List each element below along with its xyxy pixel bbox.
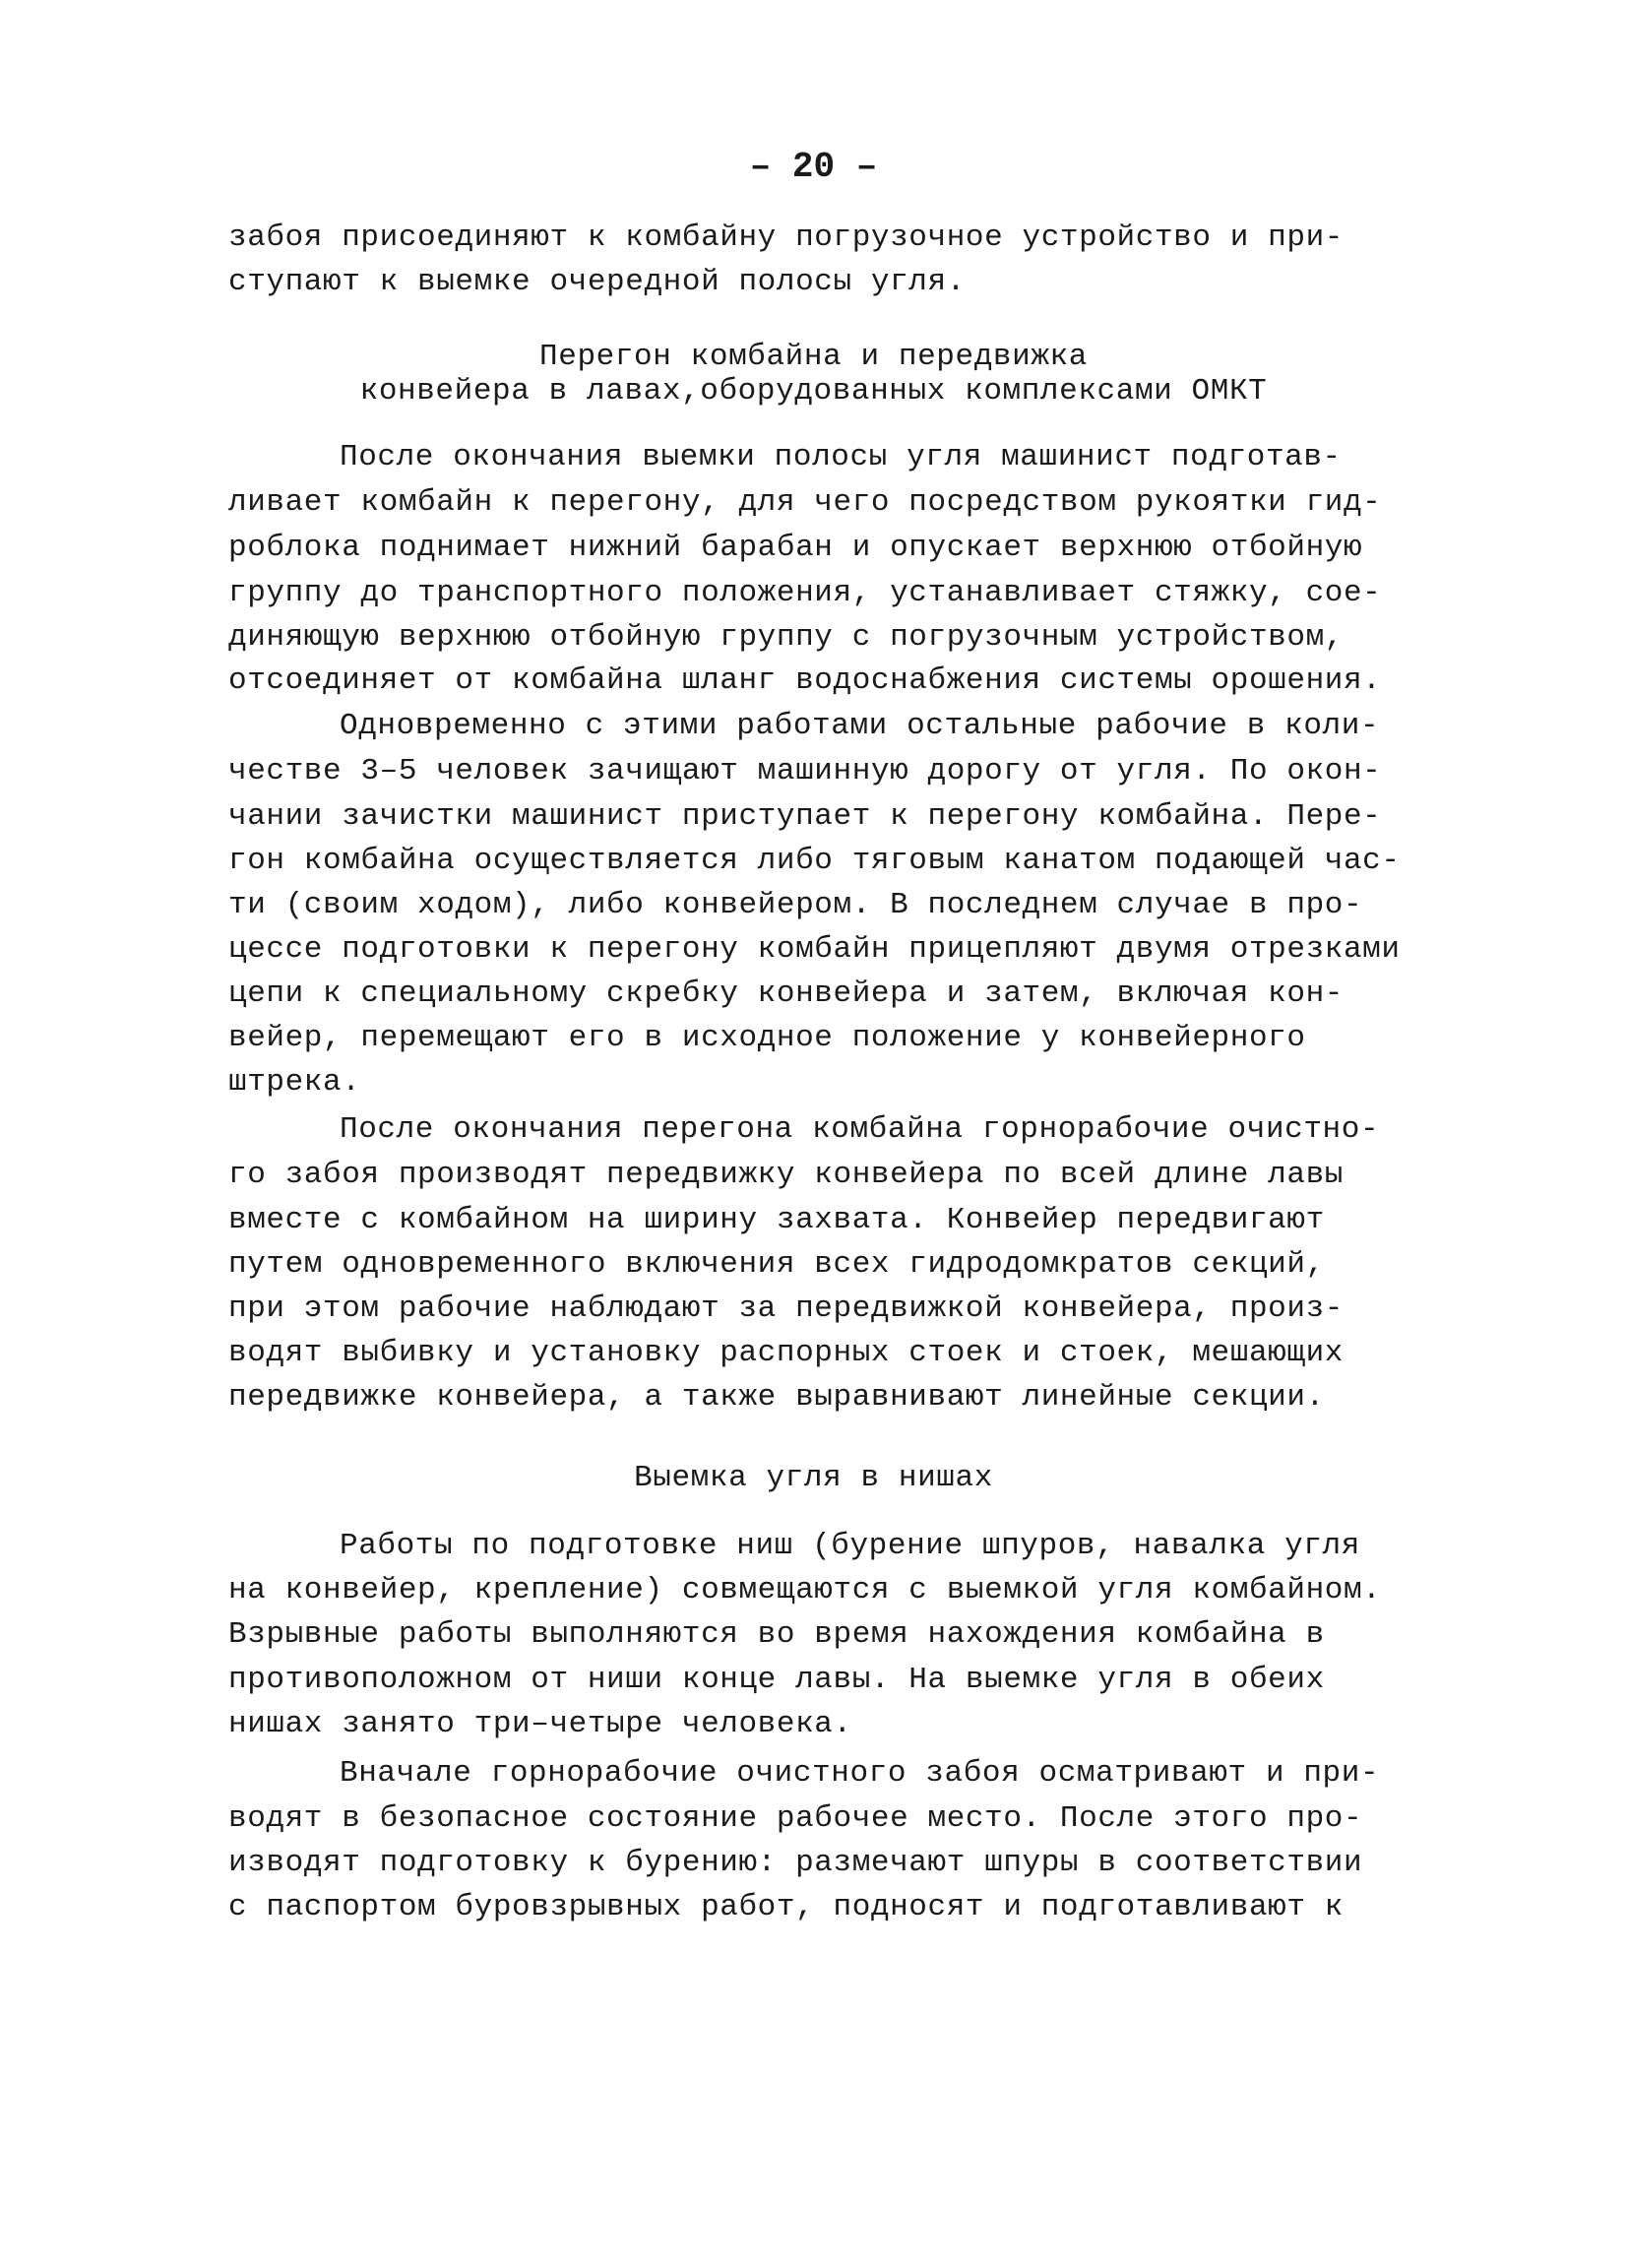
paragraph-line: ти (своим ходом), либо конвейером. В последнем случае в про- <box>228 888 1363 922</box>
paragraph-line: противоположном от ниши конце лавы. На выемке угля в обеих <box>228 1663 1325 1697</box>
paragraph-line: го забоя производят передвижку конвейера по всей длине лавы <box>228 1158 1344 1192</box>
paragraph-line: Вначале горнорабочие очистного забоя осматривают и при- <box>340 1756 1380 1791</box>
paragraph-line: ступают к выемке очередной полосы угля. <box>228 265 966 299</box>
section-heading-line: Перегон комбайна и передвижка <box>539 340 1088 374</box>
paragraph-line: диняющую верхнюю отбойную группу с погрузочным устройством, <box>228 620 1344 655</box>
paragraph-line: отсоединяет от комбайна шланг водоснабжения системы орошения. <box>228 663 1382 698</box>
paragraph-line: при этом рабочие наблюдают за передвижкой конвейера, произ- <box>228 1292 1344 1326</box>
paragraph-line: забоя присоединяют к комбайну погрузочное устройство и при- <box>228 220 1344 255</box>
paragraph-line: Работы по подготовке ниш (бурение шпуров, навалка угля <box>340 1529 1360 1563</box>
paragraph-line: вейер, перемещают его в исходное положение у конвейерного <box>228 1021 1306 1055</box>
section-heading-line: Выемка угля в нишах <box>634 1461 993 1495</box>
paragraph-line: на конвейер, крепление) совмещаются с выемкой угля комбайном. <box>228 1573 1382 1607</box>
paragraph-line: После окончания выемки полосы угля машинист подготав- <box>340 440 1342 474</box>
paragraph-line: штрека. <box>228 1065 361 1100</box>
paragraph-line: Взрывные работы выполняются во время нахождения комбайна в <box>228 1617 1325 1652</box>
paragraph-line: путем одновременного включения всех гидродомкратов секций, <box>228 1247 1325 1282</box>
paragraph-line: водят в безопасное состояние рабочее место. После этого про- <box>228 1801 1363 1836</box>
paragraph-line: вместе с комбайном на ширину захвата. Конвейер передвигают <box>228 1203 1325 1237</box>
paragraph-line: изводят подготовку к бурению: размечают шпуры в соответствии <box>228 1846 1363 1880</box>
paragraph-line: группу до транспортного положения, устанавливает стяжку, сое- <box>228 576 1382 610</box>
paragraph-line: цессе подготовки к перегону комбайн прицепляют двумя отрезками <box>228 932 1401 967</box>
paragraph-line: чании зачистки машинист приступает к перегону комбайна. Пере- <box>228 799 1382 834</box>
paragraph-line: нишах занято три–четыре человека. <box>228 1707 852 1741</box>
paragraph-line: водят выбивку и установку распорных стоек и стоек, мешающих <box>228 1336 1344 1370</box>
paragraph-line: цепи к специальному скребку конвейера и затем, включая кон- <box>228 976 1344 1011</box>
paragraph-line: ливает комбайн к перегону, для чего посредством рукоятки гид- <box>228 485 1382 520</box>
paragraph-line: гон комбайна осуществляется либо тяговым канатом подающей час- <box>228 844 1401 878</box>
section-heading-line: конвейера в лавах,оборудованных комплексами ОМКТ <box>359 374 1268 409</box>
paragraph-line: Одновременно с этими работами остальные рабочие в коли- <box>340 709 1380 743</box>
paragraph-line: передвижке конвейера, а также выравнивают линейные секции. <box>228 1380 1325 1415</box>
paragraph-line: роблока поднимает нижний барабан и опускает верхнюю отбойную <box>228 531 1363 565</box>
page-number: – 20 – <box>749 147 878 187</box>
paragraph-line: честве 3–5 человек зачищают машинную дорогу от угля. По окон- <box>228 754 1382 788</box>
paragraph-line: с паспортом буровзрывных работ, подносят и подготавливают к <box>228 1890 1344 1924</box>
paragraph-line: После окончания перегона комбайна горнорабочие очистно- <box>340 1112 1380 1147</box>
